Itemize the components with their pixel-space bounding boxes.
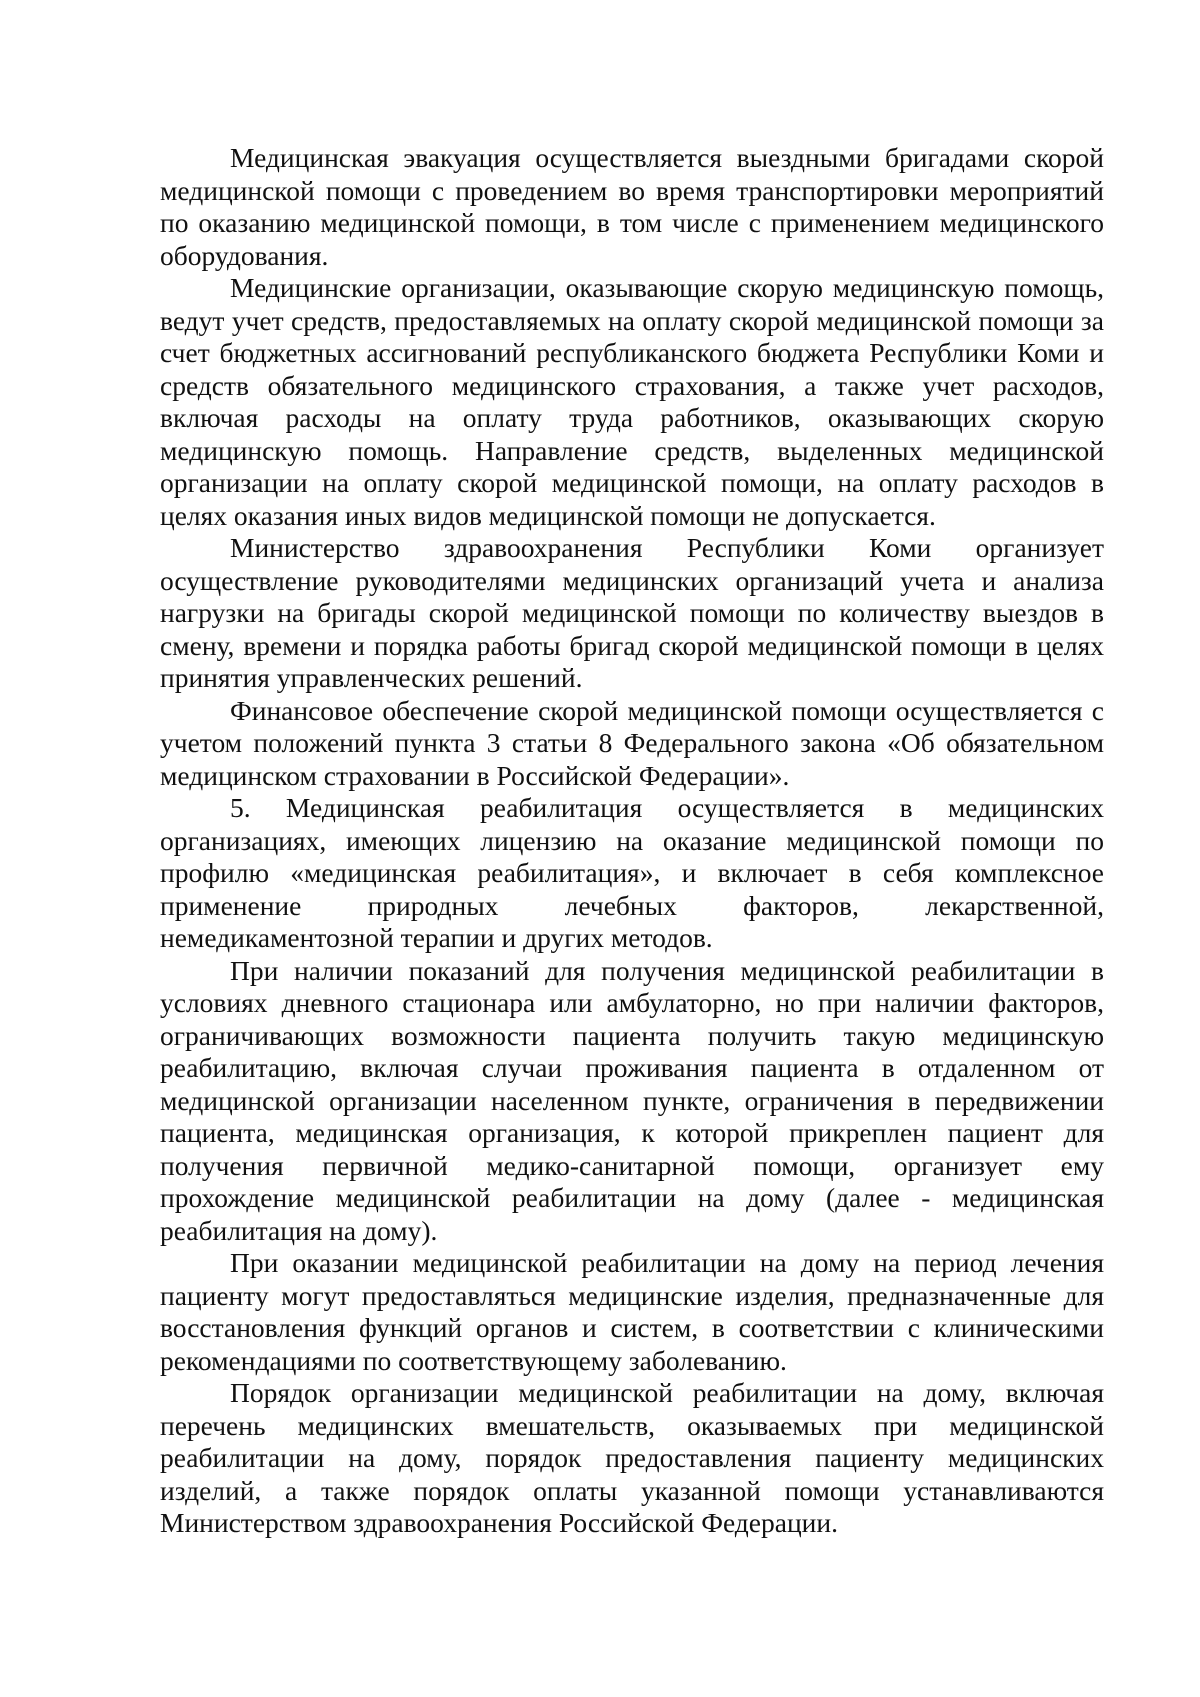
paragraph-home-rehabilitation: При наличии показаний для получения медицинской реабилитации в условиях дневного стационара или амбулаторно, но при наличии факторов, ограничивающих возможности пациента получить такую медицинскую реабилитацию, включая случаи проживания пациента в отдаленном от медицинской организации населенном пункте, ограничения в передвижении пациента, медицинская организация, к которой прикреплен пациент для получения первичной медико-санитарной помощи, организует ему прохождение медицинской реабилитации на дому (далее - медицинская реабилитация на дому). — [160, 954, 1104, 1246]
paragraph-financing: Финансовое обеспечение скорой медицинской помощи осуществляется с учетом положений пункта 3 статьи 8 Федерального закона «Об обязательном медицинском страховании в Российской Федерации». — [160, 694, 1104, 791]
paragraph-medical-rehabilitation: 5. Медицинская реабилитация осуществляется в медицинских организациях, имеющих лицензию на оказание медицинской помощи по профилю «медицинская реабилитация», и включает в себя комплексное применение природных лечебных факторов, лекарственной, немедикаментозной терапии и других методов. — [160, 792, 1104, 953]
paragraph-medical-evacuation: Медицинская эвакуация осуществляется выездными бригадами скорой медицинской помощи с проведением во время транспортировки мероприятий по оказанию медицинской помощи, в том числе с применением медицинского оборудования. — [160, 142, 1104, 271]
paragraph-procedure: Порядок организации медицинской реабилитации на дому, включая перечень медицинских вмешательств, оказываемых при медицинской реабилитации на дому, порядок предоставления пациенту медицинских изделий, а также порядок оплаты указанной помощи устанавливаются Министерством здравоохранения Российской Федерации. — [160, 1377, 1104, 1538]
paragraph-ministry-load-analysis: Министерство здравоохранения Республики Коми организует осуществление руководителями медицинских организаций учета и анализа нагрузки на бригады скорой медицинской помощи по количеству выездов в смену, времени и порядка работы бригад скорой медицинской помощи в целях принятия управленческих решений. — [160, 532, 1104, 693]
paragraph-medical-devices: При оказании медицинской реабилитации на дому на период лечения пациенту могут предоставляться медицинские изделия, предназначенные для восстановления функций органов и систем, в соответствии с клиническими рекомендациями по соответствующему заболеванию. — [160, 1247, 1104, 1376]
document-body — [160, 142, 1104, 1540]
paragraph-ambulance-funds-accounting: Медицинские организации, оказывающие скорую медицинскую помощь, ведут учет средств, предоставляемых на оплату скорой медицинской помощи за счет бюджетных ассигнований республиканского бюджета Республики Коми и средств обязательного медицинского страхования, а также учет расходов, включая расходы на оплату труда работников, оказывающих скорую медицинскую помощь. Направление средств, выделенных медицинской организации на оплату скорой медицинской помощи, на оплату расходов в целях оказания иных видов медицинской помощи не допускается. — [160, 272, 1104, 531]
